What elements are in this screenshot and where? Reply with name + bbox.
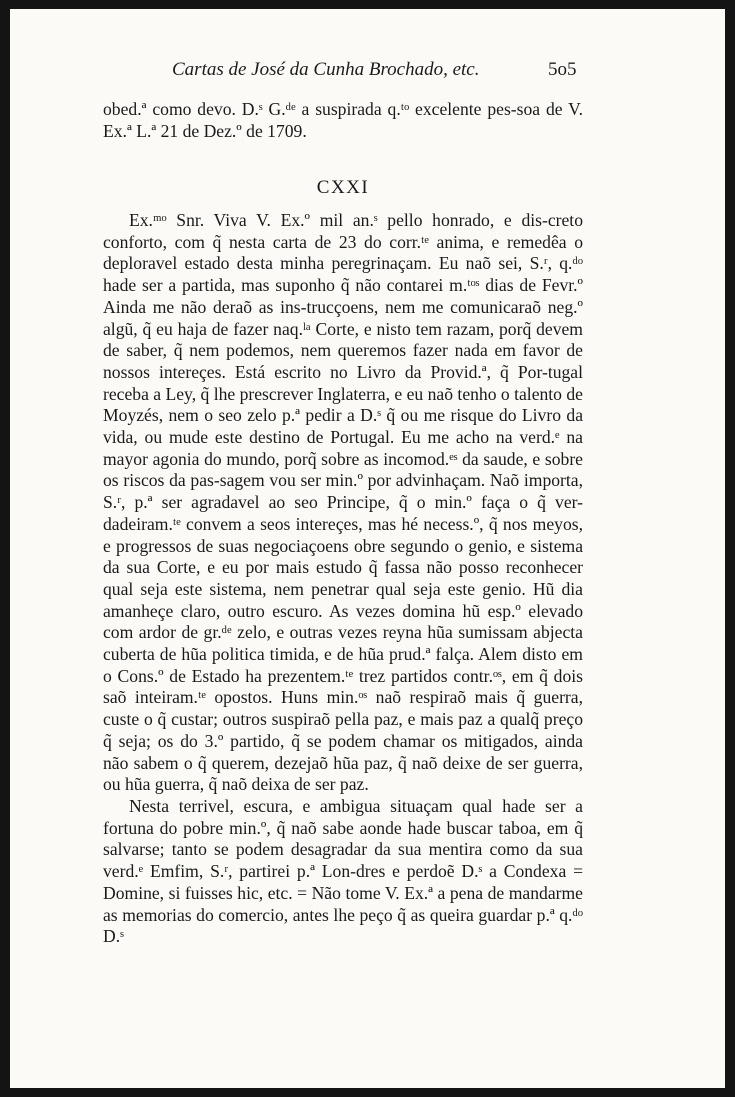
running-title: Cartas de José da Cunha Brochado, etc. bbox=[172, 59, 480, 80]
letter-paragraph: Nesta terrivel, escura, e ambigua situaçam qual hade ser a fortuna do pobre min.º, q̃ naõ sabe aonde hade buscar taboa, em q̃ salvarse; tanto se podem desagradar da sua mentira como da sua verd.ᵉ Emfim, S.ʳ, partirei p.ª Lon-dres e perdoẽ D.ˢ a Condexa = Domine, si fuisses hic, etc. = Não tome V. Ex.ª a pena de mandarme as memorias do comercio, antes lhe peço q̃ as queira guardar p.ª q.ᵈᵒ D.ˢ bbox=[103, 795, 583, 947]
page-header bbox=[10, 59, 725, 87]
page-number: 5o5 bbox=[548, 59, 577, 80]
previous-letter-closing bbox=[103, 99, 583, 142]
letter-body bbox=[103, 210, 583, 948]
closing-paragraph: obed.ª como devo. D.ˢ G.ᵈᵉ a suspirada q.ᵗᵒ excelente pes-soa de V. Ex.ª L.ª 21 de Dez.º de 1709. bbox=[103, 99, 583, 141]
letter-paragraph: Ex.ᵐᵒ Snr. Viva V. Ex.º mil an.ˢ pello honrado, e dis-creto conforto, com q̃ nesta carta de 23 do corr.ᵗᵉ anima, e remedêa o deploravel estado desta minha peregrinaçam. Eu naõ sei, S.ʳ, q.ᵈᵒ hade ser a partida, mas suponho q̃ não contarei m.ᵗᵒˢ dias de Fevr.º Ainda me não deraõ as ins-trucçoens, nem me comunicaraõ neg.º algũ, q̃ eu haja de fazer naq.ˡᵃ Corte, e nisto tem razam, porq̃ devem de saber, q̃ nem podemos, nem queremos fazer nada em favor de nossos intereçes. Está escrito no Livro da Provid.ª, q̃ Por-tugal receba a Ley, q̃ lhe prescrever Inglaterra, e eu naõ tenho o talento de Moyzés, nem o seo zelo p.ª pedir a D.ˢ q̃ ou me risque do Livro da vida, ou mude este destino de Portugal. Eu me acho na verd.ᵉ na mayor agonia do mundo, porq̃ sobre as incomod.ᵉˢ da saude, e sobre os riscos da pas-sagem vou ser min.º por advinhaçam. Naõ importa, S.ʳ, p.ª ser agradavel ao seo Principe, q̃ o min.º faça o q̃ ver-dadeiram.ᵗᵉ convem a seos intereçes, mas hé necess.º, q̃ nos meyos, e progressos de suas negociaçoens obre segundo o genio, e sistema da sua Corte, e eu por mais estudo q̃ fassa não posso reconhecer qual seja este sistema, nem penetrar qual seja este genio. Hũ dia amanheçe claro, outro escuro. As vezes domina hũ esp.º elevado com ardor de gr.ᵈᵉ zelo, e outras vezes reyna hũa sumissam abjecta cuberta de hũa politica timida, e de hũa prud.ª falça. Alem disto em o Cons.º de Estado ha prezentem.ᵗᵉ trez partidos contr.ᵒˢ, em q̃ dois saõ inteiram.ᵗᵉ opostos. Huns min.ᵒˢ naõ respiraõ mais q̃ guerra, custe o q̃ custar; outros suspiraõ pella paz, e mais paz a qualq̃ preço q̃ seja; os do 3.º partido, q̃ se podem chamar os mitigados, ainda não sabem o q̃ querem, dezejaõ hũa paz, q̃ naõ deixe de ser guerra, ou hũa guerra, q̃ naõ deixa de ser paz. bbox=[103, 210, 583, 795]
letter-number-heading: CXXI bbox=[316, 177, 370, 198]
book-page bbox=[10, 9, 725, 1088]
